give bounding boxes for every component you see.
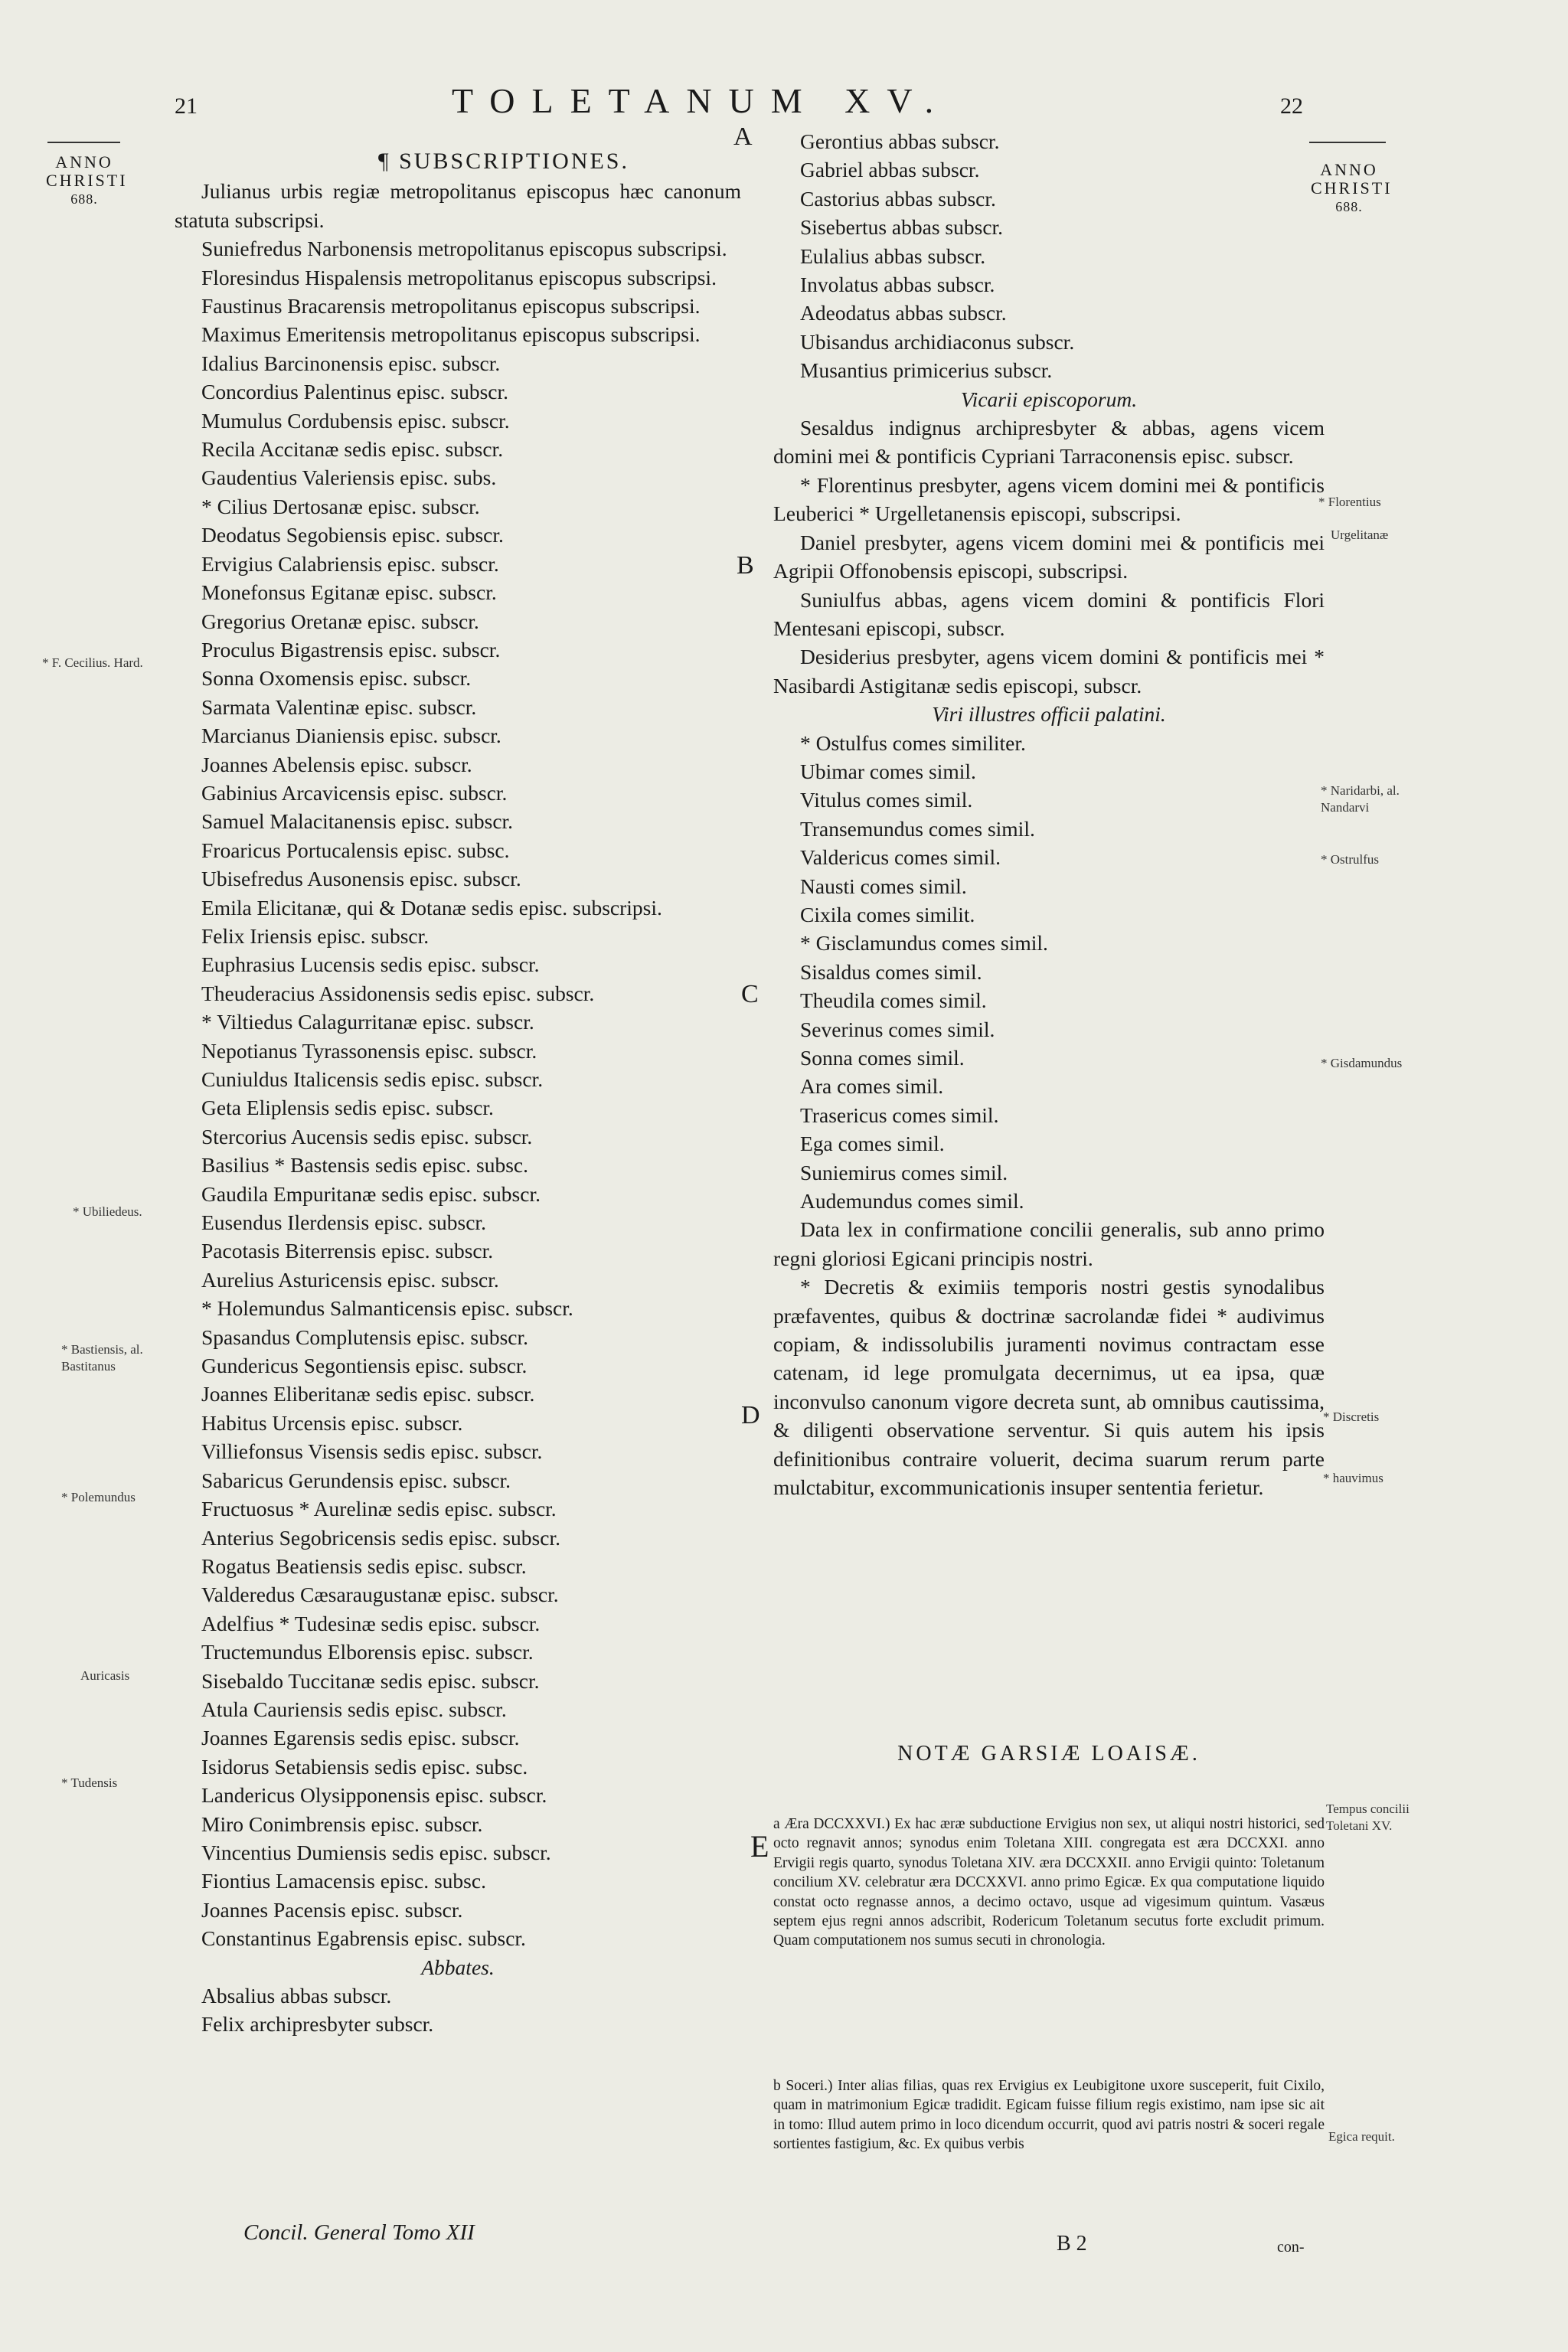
abbas-entry: Ubisandus archidiaconus subscr. bbox=[800, 329, 1075, 354]
comes-entry: Nausti comes simil. bbox=[800, 874, 967, 898]
section-marker-b: B bbox=[737, 551, 754, 580]
bishop-entry: Stercorius Aucensis sedis episc. subscr. bbox=[201, 1124, 533, 1148]
comes-entry: Ega comes simil. bbox=[800, 1132, 945, 1156]
margin-note: * Naridarbi, al. Nandarvi bbox=[1321, 783, 1400, 815]
margin-note: * Ostrulfus bbox=[1321, 852, 1380, 867]
comes-entry: Theudila comes simil. bbox=[800, 988, 987, 1013]
bishop-entry: Gaudila Empuritanæ sedis episc. subscr. bbox=[201, 1181, 541, 1206]
metropolitan-entry: Floresindus Hispalensis metropolitanus episcopus subscripsi. bbox=[201, 265, 717, 289]
collection-footer: Concil. General Tomo XII bbox=[243, 2220, 475, 2245]
bishop-entry: Joannes Abelensis episc. subscr. bbox=[201, 752, 472, 776]
margin-note: * F. Cecilius. Hard. bbox=[42, 655, 143, 670]
bishop-entry: Joannes Egarensis sedis episc. subscr. bbox=[201, 1726, 520, 1750]
right-column bbox=[773, 127, 1325, 1502]
bishop-entry: Ubisefredus Ausonensis episc. subscr. bbox=[201, 867, 521, 891]
bishop-entry: Mumulus Cordubensis episc. subscr. bbox=[201, 408, 510, 433]
comes-entry: * Gisclamundus comes simil. bbox=[800, 931, 1048, 956]
comes-entry: Severinus comes simil. bbox=[800, 1017, 995, 1041]
abbas-entry: Adeodatus abbas subscr. bbox=[800, 301, 1007, 325]
bishop-entry: Anterius Segobricensis sedis episc. subscr. bbox=[201, 1525, 560, 1550]
margin-note: Auricasis bbox=[80, 1668, 130, 1683]
metropolitan-entry: Maximus Emeritensis metropolitanus episcopus subscripsi. bbox=[201, 322, 701, 347]
bishop-entry: Geta Eliplensis sedis episc. subscr. bbox=[201, 1096, 494, 1120]
comes-entry: Sisaldus comes simil. bbox=[800, 959, 982, 984]
christi-label: CHRISTI bbox=[46, 171, 128, 190]
bishop-entry: Sisebaldo Tuccitanæ sedis episc. subscr. bbox=[201, 1668, 540, 1693]
abbas-entry: Involatus abbas subscr. bbox=[800, 273, 995, 297]
decretis-paragraph: * Decretis & eximiis temporis nostri gestis synodalibus præfaventes, quibus & doctrinæ sacrolandæ fidei * audivimus copiam, & indissolubilis juramenti novimus contractam esse catenam, id lege promulgata decernimus, ut ea ipsa, quæ inconvulso canonum vigore decreta sunt, ab omnibus cautissima, & diligenti observatione serventur. Si quis autem his ipsis definitionibus contraire voluerit, decima suarum rerum parte mulctabitur, excommunicationis insuper sententia ferietur. bbox=[773, 1275, 1325, 1500]
margin-note: * Florentius bbox=[1318, 495, 1381, 509]
bishop-entry: Concordius Palentinus episc. subscr. bbox=[201, 380, 509, 404]
bishop-entry: Sabaricus Gerundensis episc. subscr. bbox=[201, 1468, 511, 1492]
margin-note: * hauvimus bbox=[1323, 1471, 1383, 1485]
note-b: b Soceri.) Inter alias filias, quas rex Ervigius ex Leubigitone uxore susceperit, fuit Cixilo, quam in matrimonium Egicæ tradidit. Egicam fuisse filium regis existimo, nam ipse sic ait in tomo: Illud autem primo in loco dicendum occurrit, quod avi patris nostri & soceri regale sortientes fastigium, &c. Ex quibus verbis bbox=[773, 2078, 1325, 2153]
abbas-entry: Felix archipresbyter subscr. bbox=[201, 2012, 434, 2037]
running-title: TOLETANUM XV. bbox=[452, 81, 951, 120]
bishop-entry: Gaudentius Valeriensis episc. subs. bbox=[201, 466, 497, 490]
bishop-entry: Euphrasius Lucensis sedis episc. subscr. bbox=[201, 952, 540, 977]
vicarius-entry: * Florentinus presbyter, agens vicem domini mei & pontificis Leuberici * Urgelletanensis episcopi, subscripsi. bbox=[773, 472, 1325, 526]
metropolitan-entry: Suniefredus Narbonensis metropolitanus episcopus subscripsi. bbox=[201, 237, 727, 261]
vicarius-entry: Daniel presbyter, agens vicem domini mei & pontificis mei Agripii Offonobensis episcopi, subscripsi. bbox=[773, 530, 1325, 583]
margin-note: * Discretis bbox=[1323, 1410, 1380, 1424]
abbas-entry: Gabriel abbas subscr. bbox=[800, 158, 980, 182]
comes-entry: Valdericus comes simil. bbox=[800, 845, 1001, 870]
bishop-entry: Monefonsus Egitanæ episc. subscr. bbox=[201, 580, 497, 605]
bishop-entry: Spasandus Complutensis episc. subscr. bbox=[201, 1325, 529, 1349]
bishop-entry: Cuniuldus Italicensis sedis episc. subscr. bbox=[201, 1067, 544, 1091]
bishop-entry: Landericus Olysipponensis episc. subscr. bbox=[201, 1783, 547, 1808]
anno-christi-left bbox=[46, 152, 128, 208]
notae-title: NOTÆ GARSIÆ LOAISÆ. bbox=[897, 1742, 1200, 1766]
bishop-entry: Recila Accitanæ sedis episc. subscr. bbox=[201, 437, 504, 462]
page-number-right: 22 bbox=[1280, 93, 1303, 119]
vicarii-list bbox=[773, 413, 1325, 700]
abbates-list bbox=[773, 127, 1325, 385]
bishop-entry: Villiefonsus Visensis sedis episc. subscr. bbox=[201, 1439, 543, 1464]
comes-entry: Audemundus comes simil. bbox=[800, 1189, 1024, 1214]
bishop-entry: * Cilius Dertosanæ episc. subscr. bbox=[201, 494, 480, 518]
abbas-entry: Sisebertus abbas subscr. bbox=[800, 215, 1004, 240]
abbas-entry: Castorius abbas subscr. bbox=[800, 186, 996, 211]
vicarii-heading: Vicarii episcoporum. bbox=[960, 387, 1138, 411]
abbates-heading: Abbates. bbox=[421, 1955, 495, 1979]
comes-entry: Sonna comes simil. bbox=[800, 1046, 965, 1070]
comes-entry: Transemundus comes simil. bbox=[800, 816, 1035, 841]
comes-entry: Suniemirus comes simil. bbox=[800, 1160, 1008, 1184]
bishop-entry: Deodatus Segobiensis episc. subscr. bbox=[201, 523, 504, 547]
bishop-entry: Constantinus Egabrensis episc. subscr. bbox=[201, 1926, 526, 1951]
bishop-entry: Aurelius Asturicensis episc. subscr. bbox=[201, 1267, 499, 1292]
abbas-entry: Eulalius abbas subscr. bbox=[800, 243, 986, 268]
bishop-entry: Froaricus Portucalensis episc. subsc. bbox=[201, 838, 510, 862]
comes-entry: Cixila comes similit. bbox=[800, 902, 975, 926]
comes-entry: Ara comes simil. bbox=[800, 1074, 944, 1099]
viri-heading: Viri illustres officii palatini. bbox=[932, 702, 1166, 727]
data-lex-paragraph: Data lex in confirmatione concilii generalis, sub anno primo regni gloriosi Egicani principis nostri. bbox=[773, 1217, 1325, 1270]
abbas-entry: Gerontius abbas subscr. bbox=[800, 129, 1000, 153]
bishop-entry: Sarmata Valentinæ episc. subscr. bbox=[201, 694, 477, 719]
anno-label: ANNO bbox=[1320, 160, 1378, 179]
left-column bbox=[175, 147, 741, 2039]
bishop-list-2 bbox=[175, 922, 741, 1953]
margin-note: Tempus concilii Toletani XV. bbox=[1326, 1802, 1410, 1833]
comes-entry: Ubimar comes simil. bbox=[800, 759, 976, 783]
bishop-entry: Basilius * Bastensis sedis episc. subsc. bbox=[201, 1153, 529, 1178]
margin-note: * Ubiliedeus. bbox=[73, 1204, 142, 1219]
metropolitan-entry: Faustinus Bracarensis metropolitanus episcopus subscripsi. bbox=[201, 294, 701, 318]
bishop-entry: Pacotasis Biterrensis episc. subscr. bbox=[201, 1239, 494, 1263]
page-number-left: 21 bbox=[175, 93, 198, 119]
rule-left bbox=[47, 142, 120, 143]
bishop-entry: Proculus Bigastrensis episc. subscr. bbox=[201, 637, 501, 662]
bishop-entry: Joannes Pacensis episc. subscr. bbox=[201, 1897, 463, 1922]
bishop-entry: Fiontius Lamacensis episc. subsc. bbox=[201, 1869, 486, 1893]
bishop-entry: Rogatus Beatiensis sedis episc. subscr. bbox=[201, 1553, 527, 1578]
vicarius-entry: Desiderius presbyter, agens vicem domini & pontificis mei * Nasibardi Astigitanæ sedis episcopi, subscr. bbox=[773, 645, 1325, 697]
bishop-entry: Ervigius Calabriensis episc. subscr. bbox=[201, 551, 499, 576]
metropolitan-entry: Julianus urbis regiæ metropolitanus episcopus hæc canonum statuta subscripsi. bbox=[175, 179, 741, 232]
margin-note: * Polemundus bbox=[61, 1490, 136, 1504]
anno-label: ANNO bbox=[55, 152, 113, 172]
subscriptiones-heading: ¶ SUBSCRIPTIONES. bbox=[378, 149, 629, 174]
vicarius-entry: Sesaldus indignus archipresbyter & abbas, agens vicem domini mei & pontificis Cypriani Tarraconensis episc. subscr. bbox=[773, 416, 1325, 469]
abbas-entry: Musantius primicerius subscr. bbox=[800, 358, 1053, 383]
bishop-entry: Idalius Barcinonensis episc. subscr. bbox=[201, 351, 501, 375]
bishop-entry: Joannes Eliberitanæ sedis episc. subscr. bbox=[201, 1382, 535, 1406]
emila-entry: Emila Elicitanæ, qui & Dotanæ sedis episc. subscripsi. bbox=[201, 895, 662, 920]
bishop-entry: Vincentius Dumiensis sedis episc. subscr. bbox=[201, 1840, 551, 1864]
comes-entry: Vitulus comes simil. bbox=[800, 788, 973, 812]
bishop-entry: Adelfius * Tudesinæ sedis episc. subscr. bbox=[201, 1611, 541, 1635]
bishop-entry: Habitus Urcensis episc. subscr. bbox=[201, 1410, 463, 1435]
bishop-entry: Felix Iriensis episc. subscr. bbox=[201, 923, 430, 948]
bishop-entry: Gregorius Oretanæ episc. subscr. bbox=[201, 609, 479, 633]
bishop-entry: Isidorus Setabiensis sedis episc. subsc. bbox=[201, 1754, 528, 1779]
bishop-entry: * Viltiedus Calagurritanæ episc. subscr. bbox=[201, 1010, 534, 1034]
bishop-entry: Atula Cauriensis sedis episc. subscr. bbox=[201, 1697, 507, 1721]
section-marker-d: D bbox=[741, 1401, 760, 1429]
margin-note: Egica requit. bbox=[1328, 2129, 1395, 2144]
bishop-entry: Fructuosus * Aurelinæ sedis episc. subscr. bbox=[201, 1497, 557, 1521]
christi-label: CHRISTI bbox=[1311, 178, 1393, 198]
margin-note: Urgelitanæ bbox=[1331, 528, 1389, 542]
bishop-entry: Miro Conimbrensis episc. subscr. bbox=[201, 1811, 483, 1836]
note-a: a Æra DCCXXVI.) Ex hac æræ subductione Ervigius non sex, ut aliqui nostri historici, sed octo regnavit annos; synodus enim Toletana XIII. congregata est æra DCCXXI. anno Ervigii regis quarto, synodus Toletana XIV. æra DCCXXII. anno Ervigii quinto: Toletanum concilium XV. celebratur æra DCCXXVI. anno primo Egicæ. Ex qua computatione liquido constat octo regnasse annos, a decimo octavo, usque ad vigesimum quintum. Vasæus septem ejus regni annos adscribit, Rodericum Toletanum secutus forte excludit primum. Quam computationem nos sumus secuti in chronologia. bbox=[773, 1816, 1325, 1949]
margin-note: * Tudensis bbox=[61, 1775, 118, 1790]
vicarius-entry: Suniulfus abbas, agens vicem domini & pontificis Flori Mentesani episcopi, subscr. bbox=[773, 587, 1325, 640]
abbas-entry: Absalius abbas subscr. bbox=[201, 1984, 392, 2007]
bishop-entry: * Holemundus Salmanticensis episc. subscr. bbox=[201, 1296, 573, 1321]
bishop-entry: Eusendus Ilerdensis episc. subscr. bbox=[201, 1210, 486, 1235]
section-marker-a: A bbox=[733, 122, 753, 151]
bishop-entry: Nepotianus Tyrassonensis episc. subscr. bbox=[201, 1038, 537, 1063]
signature-mark: B 2 bbox=[1057, 2232, 1087, 2256]
bishop-list-1 bbox=[175, 349, 741, 893]
margin-note: * Bastiensis, al. Bastitanus bbox=[61, 1342, 143, 1374]
anno-year: 688. bbox=[1335, 199, 1363, 214]
bishop-entry: Valderedus Cæsaraugustanæ episc. subscr. bbox=[201, 1583, 559, 1607]
bishop-entry: Gundericus Segontiensis episc. subscr. bbox=[201, 1354, 528, 1378]
catchword: con- bbox=[1277, 2239, 1305, 2256]
bishop-entry: Theuderacius Assidonensis sedis episc. subscr. bbox=[201, 981, 595, 1005]
viri-list bbox=[773, 729, 1325, 1216]
anno-year: 688. bbox=[70, 191, 98, 207]
bishop-entry: Marcianus Dianiensis episc. subscr. bbox=[201, 724, 501, 748]
section-marker-e: E bbox=[750, 1829, 769, 1864]
comes-entry: Trasericus comes simil. bbox=[800, 1102, 999, 1127]
comes-entry: * Ostulfus comes similiter. bbox=[800, 730, 1026, 755]
bishop-entry: Sonna Oxomensis episc. subscr. bbox=[201, 666, 472, 691]
bishop-entry: Gabinius Arcavicensis episc. subscr. bbox=[201, 780, 508, 805]
section-marker-c: C bbox=[741, 980, 759, 1008]
bishop-entry: Samuel Malacitanensis episc. subscr. bbox=[201, 809, 514, 834]
bishop-entry: Tructemundus Elborensis episc. subscr. bbox=[201, 1640, 534, 1664]
margin-note: * Gisdamundus bbox=[1321, 1056, 1403, 1070]
